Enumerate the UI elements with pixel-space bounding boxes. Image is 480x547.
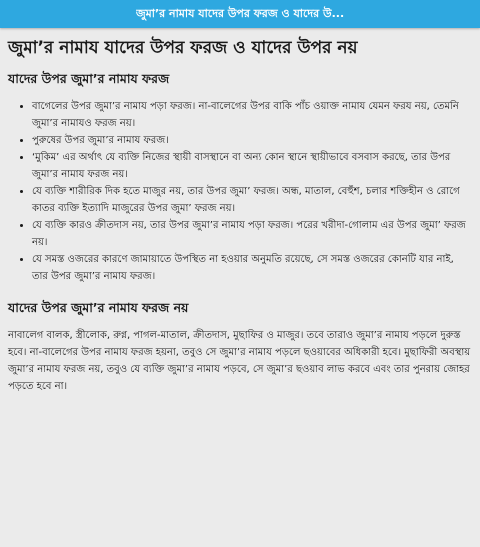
list-item: • ‘মুকিম’ এর অর্থাৎ যে ব্যক্তি নিজের স্থায়ী বাসস্থানে বা অন্য কোন স্থানে স্থায়ীভাবে বসবাস করছে, তার উপর জুমা’র নামায ফরজ নয়। [32,149,472,183]
list-item: • যে ব্যক্তি শারীরিক দিক হতে মাজুর নয়, তার উপর জুমা’ ফরজ। অন্ধ, মাতাল, বেহুঁশ, চলার শক্তিহীন ও রোগে কাতর ব্যক্তি ইত্যাদি মাজুরের উপর জুমা’ ফরজ নয়। [32,183,472,217]
exemption-paragraph: নাবালেগ বালক, স্ত্রীলোক, রুগ্ন, পাগল-মাতাল, ক্রীতদাস, মুছাফির ও মাজুর। তবে তারাও জুমা’র নামায পড়লে দুরুস্ত হবে। না-বালেগের উপর নামায ফরজ হয়না, তবুও সে জুমা’র নামায পড়লে ছওয়াবের অধিকারী হবে। মুছাফিরী অবস্থায় জুমা’র নামায ফরজ নয়, তবুও যে ব্যক্তি জুমা’র নামায পড়বে, সে জুমা’র ছওয়াব লাভ করবে এবং তার পুনরায় জোহর পড়তে হবে না। [8,330,471,392]
list-item: • যে ব্যক্তি কারও ক্রীতদাস নয়, তার উপর জুমা’র নামায পড়া ফরজ। পরের খরীদা-গোলাম এর উপর জুমা’ ফরজ নয়। [32,217,472,251]
list-item: • যে সমস্ত ওজরের কারণে জামায়াতে উপস্থিত না হওয়ার অনুমতি রয়েছে, সে সমস্ত ওজরের কোনটি যার নাই, তার উপর জুমা’র নামায ফরজ। [32,251,472,285]
section-heading-obligatory: যাদের উপর জুমা’র নামায ফরজ [8,71,170,86]
section-heading-not-obligatory: যাদের উপর জুমা’র নামায ফরজ নয় [8,300,189,315]
article-content [8,36,472,395]
app-bar [0,0,480,28]
list-item: • পুরুষের উপর জুমা’র নামায ফরজ। [32,132,472,149]
page-title: জুমা’র নামায যাদের উপর ফরজ ও যাদের উপর নয় [8,38,358,58]
obligatory-list [8,98,472,285]
list-item: • বাগেলের উপর জুমা’র নামায পড়া ফরজ। না-বালেগের উপর বাকি পাঁচ ওয়াক্ত নামায যেমন ফরয নয়, তেমনি জুমা’র নামাযও ফরজ নয়। [32,98,472,132]
app-bar-title: জুমা’র নামায যাদের উপর ফরজ ও যাদের উ... [135,6,345,20]
